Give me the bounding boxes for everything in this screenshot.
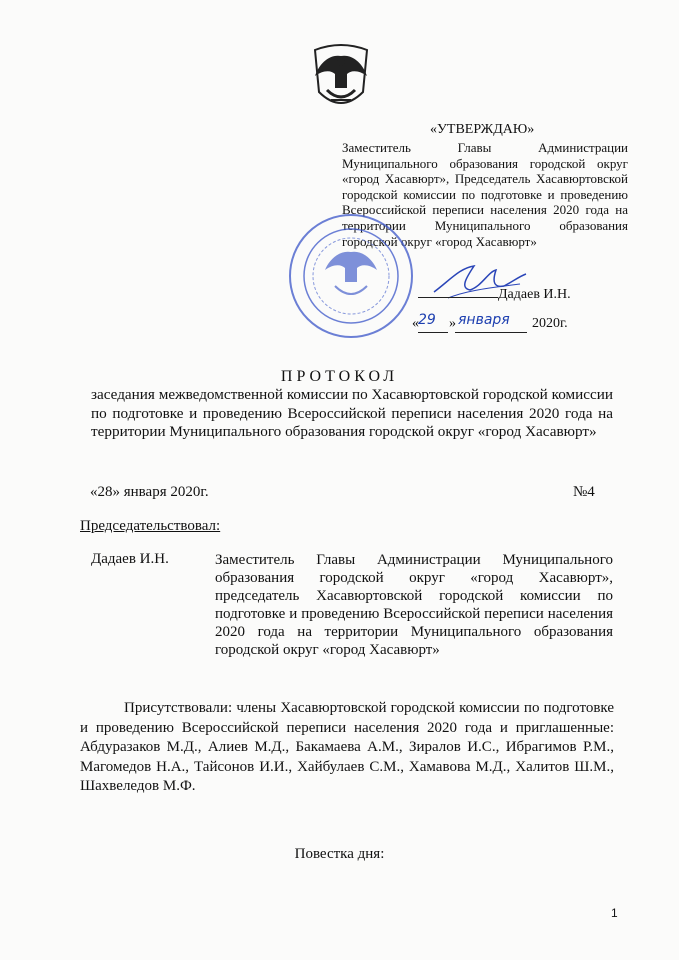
- day-underline: [418, 332, 448, 333]
- page-number: 1: [611, 906, 618, 920]
- date-year: 2020г.: [532, 316, 568, 331]
- agenda-heading: Повестка дня:: [294, 846, 385, 862]
- meeting-date: «28» января 2020г.: [90, 484, 209, 500]
- chair-description: Заместитель Главы Администрации Муниципального образования городской округ «город Хасавюрт», председатель Хасавюртовской городской комиссии по подготовке и проведению Всероссийской переписи населения 2020 года на территории Муниципального образования городской округ «город Хасавюрт»: [215, 552, 613, 658]
- official-stamp: [287, 212, 415, 340]
- signature-line: [418, 297, 498, 298]
- approver-name: Дадаев И.Н.: [498, 287, 571, 302]
- chaired-label: Председательствовал:: [80, 518, 221, 534]
- protocol-subtitle: заседания межведомственной комиссии по Хасавюртовской городской комиссии по подготовке и проведению Всероссийской переписи населения 2020 года на территории Муниципального образования городской округ «город Хасавюрт»: [91, 386, 613, 440]
- month-underline: [455, 332, 527, 333]
- approval-heading: «УТВЕРЖДАЮ»: [430, 122, 535, 137]
- handwritten-month: января: [458, 312, 510, 328]
- protocol-title: ПРОТОКОЛ: [280, 368, 399, 385]
- protocol-number: №4: [573, 484, 595, 500]
- date-open-quote: «: [412, 316, 419, 331]
- chair-name: Дадаев И.Н.: [91, 551, 169, 567]
- present-paragraph: Присутствовали: члены Хасавюртовской городской комиссии по подготовке и проведению Всероссийской переписи населения 2020 года и приглашенные: Абдуразаков М.Д., Алиев М.Д., Бакамаева А.М., Зиралов И.С., Ибрагимов Р.М., Магомедов Н.А., Тайсонов И.И., Хайбулаев С.М., Хамавова М.Д., Халитов Ш.М., Шахвеледов М.Ф.: [80, 700, 614, 794]
- approval-body: Заместитель Главы Администрации Муниципального образования городской округ «город Хасавюрт», Председатель Хасавюртовской городской комиссии по подготовке и проведению Всероссийской переписи населения 2020 года на территории Муниципального образования городской округ «город Хасавюрт»: [342, 140, 628, 249]
- handwritten-day: 29: [418, 312, 436, 328]
- coat-of-arms-emblem: [305, 42, 377, 120]
- date-close-quote: »: [449, 316, 456, 331]
